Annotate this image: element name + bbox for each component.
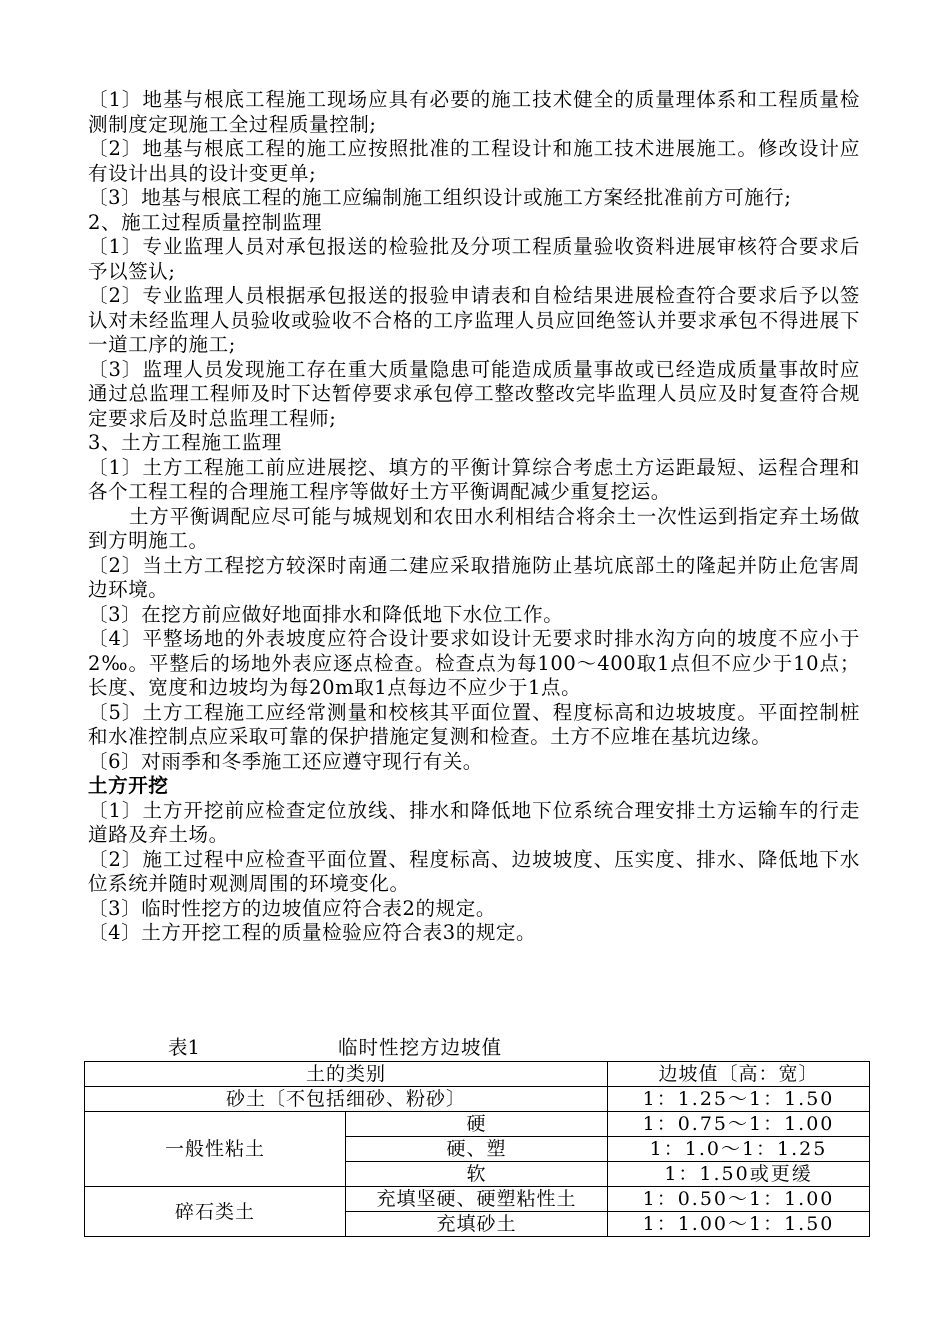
- paragraph: 〔1〕土方工程施工前应进展挖、填方的平衡计算综合考虑土方运距最短、运程合理和各个工程工程的合理施工程序等做好土方平衡调配减少重复挖运。: [88, 455, 860, 503]
- table-row: [85, 1087, 870, 1112]
- cell-value: 1：1.00～1：1.50: [608, 1212, 870, 1237]
- paragraph: 〔3〕在挖方前应做好地面排水和降低地下水位工作。: [88, 602, 564, 626]
- paragraph: 〔6〕对雨季和冬季施工还应遵守现行有关。: [88, 749, 483, 773]
- cell-value: 1：0.50～1：1.00: [608, 1187, 870, 1212]
- header-category: 土的类别: [85, 1062, 608, 1087]
- cell-subcategory: 硬、塑: [346, 1137, 608, 1162]
- paragraph: 〔3〕地基与根底工程的施工应编制施工组织设计或施工方案经批准前方可施行;: [88, 186, 792, 209]
- paragraph: 〔1〕地基与根底工程施工现场应具有必要的施工技术健全的质量理体系和工程质量检测制度定现施工全过程质量控制;: [88, 88, 860, 136]
- cell-subcategory: 硬: [346, 1112, 608, 1137]
- cell-value: 1：1.25～1：1.50: [608, 1087, 870, 1112]
- cell-group: 一般性粘土: [85, 1112, 346, 1187]
- paragraph: 〔1〕土方开挖前应检查定位放线、排水和降低地下位系统合理安排土方运输车的行走道路及弃土场。: [88, 798, 860, 846]
- cell-category: 砂土〔不包括细砂、粉砂〕: [85, 1087, 608, 1112]
- paragraph: 〔3〕监理人员发现施工存在重大质量隐患可能造成质量事故或已经造成质量事故时应通过总监理工程师及时下达暂停要求承包停工整改整改完毕监理人员应及时复查符合规定要求后及时总监理工程师;: [88, 357, 860, 430]
- paragraph: 〔5〕土方工程施工应经常测量和校核其平面位置、程度标高和边坡坡度。平面控制桩和水准控制点应采取可靠的保护措施定复测和检查。土方不应堆在基坑边缘。: [88, 700, 860, 748]
- paragraph: 〔2〕地基与根底工程的施工应按照批准的工程设计和施工技术进展施工。修改设计应有设计出具的设计变更单;: [88, 137, 860, 185]
- table-caption: [168, 1035, 868, 1061]
- slope-table: [84, 1061, 870, 1237]
- paragraph: 〔2〕当土方工程挖方较深时南通二建应采取措施防止基坑底部土的隆起并防止危害周边环境。: [88, 553, 860, 601]
- document-body: [88, 88, 860, 946]
- paragraph: 〔1〕专业监理人员对承包报送的检验批及分项工程质量验收资料进展审核符合要求后予以签认;: [88, 235, 860, 283]
- bold-heading: 土方开挖: [88, 774, 169, 797]
- section-heading: 2、施工过程质量控制监理: [88, 210, 323, 234]
- paragraph: 〔2〕专业监理人员根据承包报送的报验申请表和自检结果进展检查符合要求后予以签认对未经监理人员验收或验收不合格的工序监理人员应回绝签认并要求承包不得进展下一道工序的施工;: [88, 284, 860, 356]
- cell-group: 碎石类土: [85, 1187, 346, 1237]
- table-number: 表1: [168, 1036, 200, 1059]
- cell-subcategory: 软: [346, 1162, 608, 1187]
- table-title: 临时性挖方边坡值: [338, 1036, 503, 1059]
- paragraph: 〔4〕土方开挖工程的质量检验应符合表3的规定。: [88, 921, 537, 944]
- table-row: [85, 1112, 870, 1137]
- cell-value: 1：1.50或更缓: [608, 1162, 870, 1187]
- table-row: [85, 1187, 870, 1212]
- header-value: 边坡值〔高：宽〕: [608, 1062, 870, 1087]
- paragraph: 〔3〕临时性挖方的边坡值应符合表2的规定。: [88, 896, 496, 920]
- paragraph: 〔4〕平整场地的外表坡度应符合设计要求如设计无要求时排水沟方向的坡度不应小于2‰。平整后的场地外表应逐点检查。检查点为每100～400取1点但不应少于10点；长度、宽度和边坡均为每20m取1点每边不应少于1点。: [88, 627, 860, 699]
- table-header-row: [85, 1062, 870, 1087]
- paragraph: 土方平衡调配应尽可能与城规划和农田水利相结合将余土一次性运到指定弃土场做到方明施工。: [88, 504, 860, 552]
- paragraph: 〔2〕施工过程中应检查平面位置、程度标高、边坡坡度、压实度、排水、降低地下水位系统并随时观测周围的环境变化。: [88, 847, 860, 895]
- section-heading: 3、土方工程施工监理: [88, 431, 282, 454]
- cell-subcategory: 充填砂土: [346, 1212, 608, 1237]
- cell-subcategory: 充填坚硬、硬塑粘性土: [346, 1187, 608, 1212]
- cell-value: 1：1.0～1：1.25: [608, 1137, 870, 1162]
- cell-value: 1：0.75～1：1.00: [608, 1112, 870, 1137]
